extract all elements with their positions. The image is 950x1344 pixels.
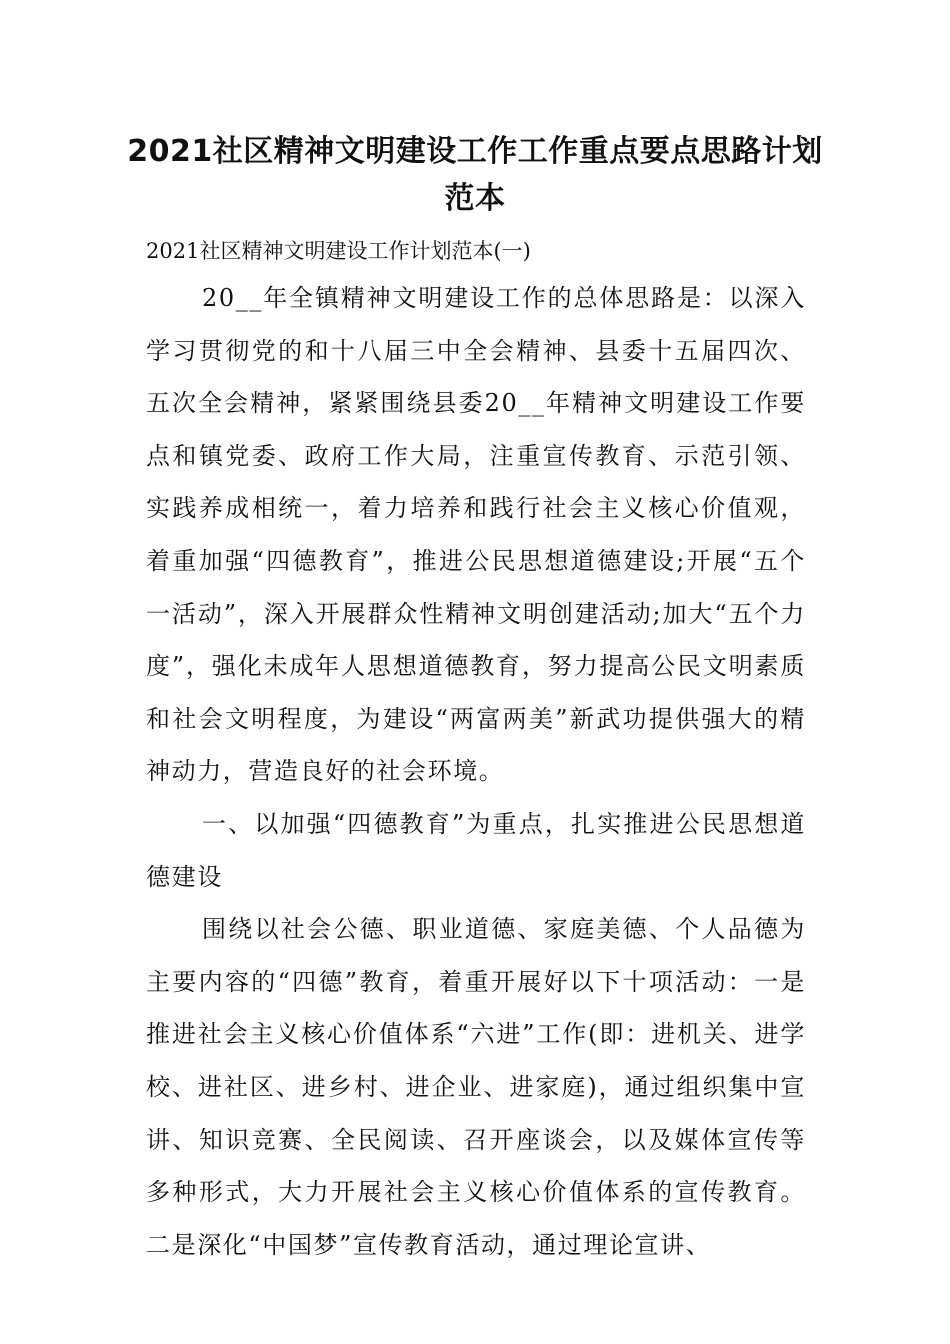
- paragraph-overview: 20__年全镇精神文明建设工作的总体思路是：以深入学习贯彻党的和十八届三中全会精神、县委十五届四次、五次全会精神，紧紧围绕县委20__年精神文明建设工作要点和镇党委、政府工作大局，注重宣传教育、示范引领、实践养成相统一，着力培养和践行社会主义核心价值观，着重加强“四德教育”，推进公民思想道德建设;开展“五个一活动”，深入开展群众性精神文明创建活动;加大“五个力度”，强化未成年人思想道德教育，努力提高公民文明素质和社会文明程度，为建设“两富两美”新武功提供强大的精神动力，营造良好的社会环境。: [146, 284, 806, 786]
- section-heading-one: 一、以加强“四德教育”为重点，扎实推进公民思想道德建设: [146, 809, 806, 891]
- paragraph-four-virtues: 围绕以社会公德、职业道德、家庭美德、个人品德为主要内容的“四德”教育，着重开展好以下十项活动：一是推进社会主义核心价值体系“六进”工作(即：进机关、进学校、进社区、进乡村、进企业、进家庭)，通过组织集中宣讲、知识竞赛、全民阅读、召开座谈会，以及媒体宣传等多种形式，大力开展社会主义核心价值体系的宣传教育。二是深化“中国梦”宣传教育活动，通过理论宣讲、: [146, 915, 806, 1259]
- document-body: [146, 272, 806, 1271]
- document-subtitle: 2021社区精神文明建设工作计划范本(一): [146, 239, 531, 263]
- document-title: 2021社区精神文明建设工作工作重点要点思路计划范本: [127, 134, 823, 216]
